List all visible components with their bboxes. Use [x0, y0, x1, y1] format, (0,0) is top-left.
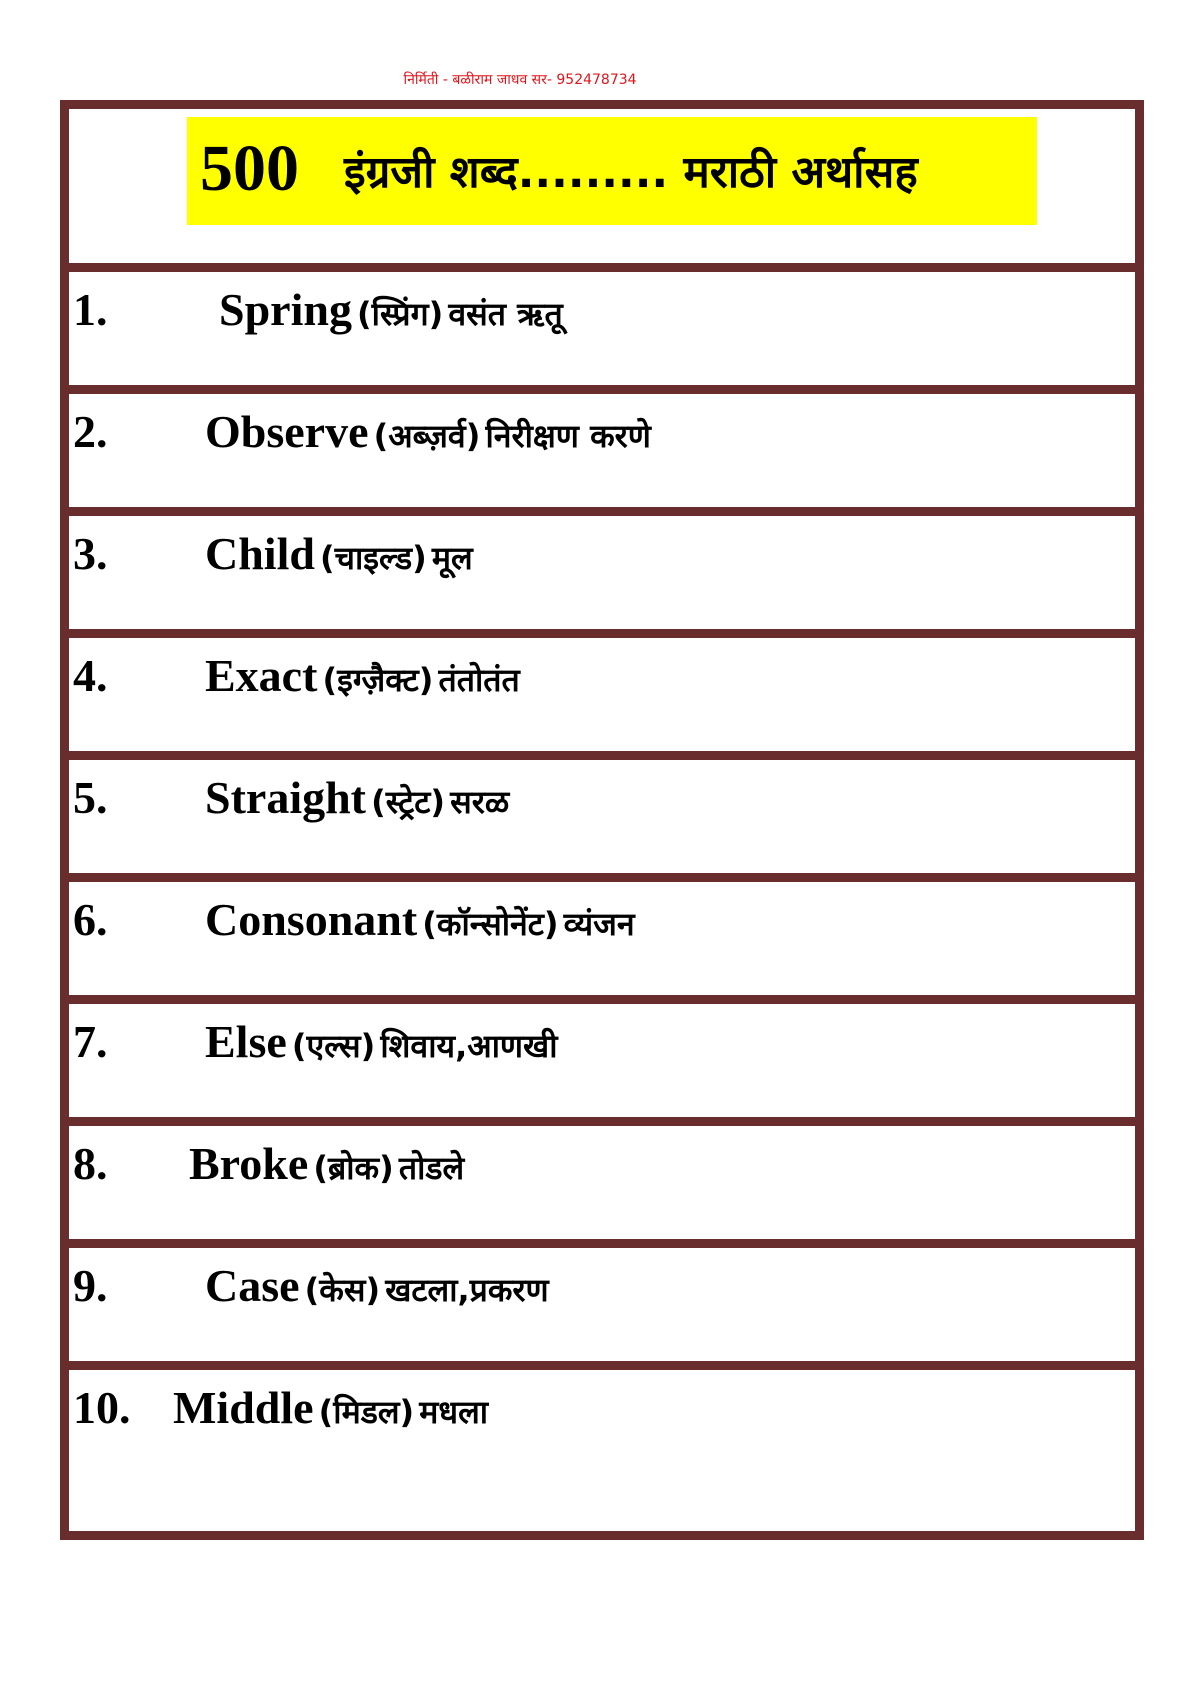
table-row: [69, 873, 1135, 995]
entry-content: [205, 1256, 549, 1326]
english-word: Case: [205, 1260, 300, 1311]
pronunciation: (इग्ज़ैक्ट): [322, 661, 434, 699]
marathi-meaning: सरळ: [450, 783, 510, 821]
table-row: [69, 263, 1135, 385]
table-row: [69, 995, 1135, 1117]
entry-number: 4.: [73, 650, 108, 701]
marathi-meaning: खटला,प्रकरण: [385, 1271, 549, 1309]
entry-content: [205, 646, 520, 716]
table-row: [69, 507, 1135, 629]
header-title: इंग्रजी शब्द......... मराठी अर्थासह: [344, 147, 918, 198]
english-word: Observe: [205, 406, 369, 457]
entry-number: 7.: [73, 1016, 108, 1067]
entry-number: 10.: [73, 1382, 131, 1433]
table-row: [69, 1239, 1135, 1361]
marathi-meaning: व्यंजन: [563, 905, 635, 943]
pronunciation: (एल्स): [291, 1027, 376, 1065]
pronunciation: (केस): [304, 1271, 381, 1309]
english-word: Middle: [173, 1382, 314, 1433]
entry-number: 8.: [73, 1138, 108, 1189]
english-word: Consonant: [205, 894, 418, 945]
english-word: Spring: [219, 284, 352, 335]
entry-number: 5.: [73, 772, 108, 823]
entry-content: [205, 768, 509, 838]
table-row: [69, 1117, 1135, 1239]
table-row: [69, 751, 1135, 873]
pronunciation: (कॉन्सोनेंट): [422, 905, 559, 943]
pronunciation: (मिडल): [318, 1393, 415, 1431]
entry-content: [219, 280, 563, 350]
pronunciation: (ब्रोक): [313, 1149, 394, 1187]
marathi-meaning: मधला: [419, 1393, 489, 1431]
table-row: [69, 385, 1135, 507]
marathi-meaning: वसंत ऋतू: [448, 295, 563, 333]
entry-content: [205, 402, 651, 472]
entry-number: 6.: [73, 894, 108, 945]
table-row: [69, 629, 1135, 751]
entry-number: 1.: [73, 284, 108, 335]
pronunciation: (स्प्रिंग): [357, 295, 444, 333]
header-number: 500: [200, 132, 299, 205]
entry-number: 2.: [73, 406, 108, 457]
english-word: Else: [205, 1016, 287, 1067]
marathi-meaning: शिवाय,आणखी: [380, 1027, 558, 1065]
marathi-meaning: तोडले: [398, 1149, 465, 1187]
pronunciation: (स्ट्रेट): [371, 783, 446, 821]
credit-line: निर्मिती - बळीराम जाधव सर- 952478734: [403, 72, 637, 88]
word-table: [60, 100, 1144, 1540]
entry-content: [205, 524, 473, 594]
english-word: Child: [205, 528, 315, 579]
entry-content: [205, 1012, 558, 1082]
marathi-meaning: निरीक्षण करणे: [485, 417, 651, 455]
entry-number: 3.: [73, 528, 108, 579]
entry-content: [189, 1134, 464, 1204]
marathi-meaning: मूल: [431, 539, 473, 577]
english-word: Broke: [189, 1138, 309, 1189]
pronunciation: (चाइल्ड): [320, 539, 427, 577]
entry-content: [173, 1378, 488, 1448]
table-row: [69, 1361, 1135, 1531]
table-header: [69, 109, 1135, 263]
entry-number: 9.: [73, 1260, 108, 1311]
english-word: Exact: [205, 650, 318, 701]
pronunciation: (अब्ज़र्व): [373, 417, 481, 455]
english-word: Straight: [205, 772, 366, 823]
entry-content: [205, 890, 635, 960]
marathi-meaning: तंतोतंत: [438, 661, 520, 699]
